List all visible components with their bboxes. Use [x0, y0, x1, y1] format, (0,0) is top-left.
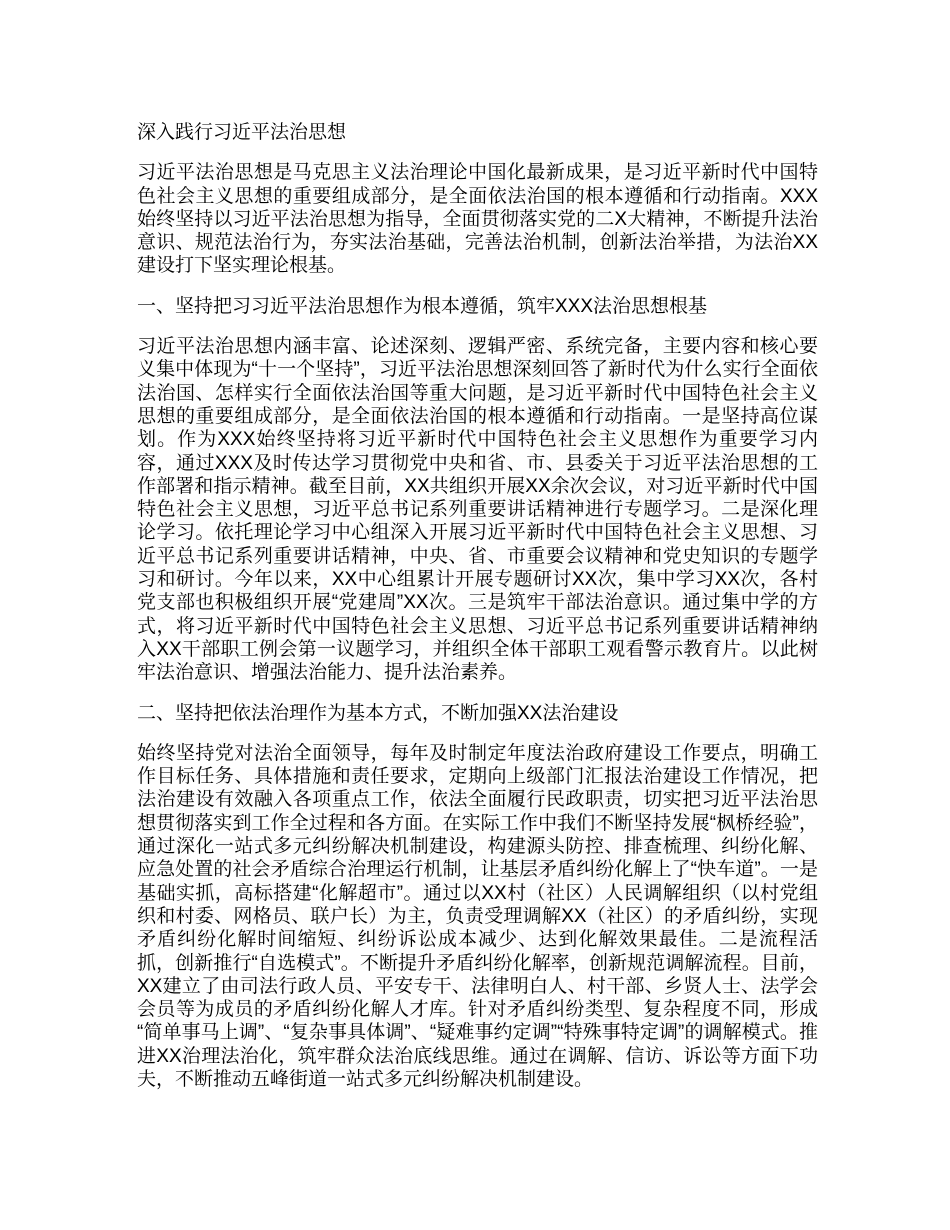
- section-1-heading: 一、坚持把习习近平法治思想作为根本遵循，筑牢XXX法治思想根基: [137, 295, 708, 317]
- document-page: [137, 121, 818, 1091]
- section-1-paragraph: 习近平法治思想内涵丰富、论述深刻、逻辑严密、系统完备，主要内容和核心要义集中体现为“十一个坚持”，习近平法治思想深刻回答了新时代为什么实行全面依法治国、怎样实行全面依法治国等重大问题，是习近平新时代中国特色社会主义思想的重要组成部分，是全面依法治国的根本遵循和行动指南。一是坚持高位谋划。作为XXX始终坚持将习近平新时代中国特色社会主义思想作为重要学习内容，通过XXX及时传达学习贯彻党中央和省、市、县委关于习近平法治思想的工作部署和指示精神。截至目前，XX共组织开展XX余次会议，对习近平新时代中国特色社会主义思想，习近平总书记系列重要讲话精神进行专题学习。二是深化理论学习。依托理论学习中心组深入开展习近平新时代中国特色社会主义思想、习近平总书记系列重要讲话精神，中央、省、市重要会议精神和党史知识的专题学习和研讨。今年以来，XX中心组累计开展专题研讨XX次，集中学习XX次，各村党支部也积极组织开展“党建周”XX次。三是筑牢干部法治意识。通过集中学的方式，将习近平新时代中国特色社会主义思想、习近平总书记系列重要讲话精神纳入XX干部职工例会第一议题学习，并组织全体干部职工观看警示教育片。以此树牢法治意识、增强法治能力、提升法治素养。: [137, 336, 818, 684]
- intro-paragraph: 习近平法治思想是马克思主义法治理论中国化最新成果，是习近平新时代中国特色社会主义思想的重要组成部分，是全面依法治国的根本遵循和行动指南。XXX始终坚持以习近平法治思想为指导，全面贯彻落实党的二X大精神，不断提升法治意识、规范法治行为，夯实法治基础，完善法治机制，创新法治举措，为法治XX建设打下坚实理论根基。: [137, 162, 818, 277]
- section-2-heading: 二、坚持把依法治理作为基本方式，不断加强XX法治建设: [137, 702, 619, 724]
- document-title: 深入践行习近平法治思想: [137, 122, 347, 143]
- section-2-paragraph: 始终坚持党对法治全面领导，每年及时制定年度法治政府建设工作要点，明确工作目标任务、具体措施和责任要求，定期向上级部门汇报法治建设工作情况，把法治建设有效融入各项重点工作，依法全面履行民政职责，切实把习近平法治思想贯彻落实到工作全过程和各方面。在实际工作中我们不断坚持发展“枫桥经验”，通过深化一站式多元纠纷解决机制建设，构建源头防控、排查梳理、纠纷化解、应急处置的社会矛盾综合治理运行机制，让基层矛盾纠纷化解上了“快车道”。一是基础实抓，高标搭建“化解超市”。通过以XX村（社区）人民调解组织（以村党组织和村委、网格员、联户长）为主，负责受理调解XX（社区）的矛盾纠纷，实现矛盾纠纷化解时间缩短、纠纷诉讼成本减少、达到化解效果最佳。二是流程活抓，创新推行“自选模式”。不断提升矛盾纠纷化解率，创新规范调解流程。目前，XX建立了由司法行政人员、平安专干、法律明白人、村干部、乡贤人士、法学会会员等为成员的矛盾纠纷化解人才库。针对矛盾纠纷类型、复杂程度不同，形成“简单事马上调”、“复杂事具体调”、“疑难事约定调”“特殊事特定调”的调解模式。推进XX治理法治化，筑牢群众法治底线思维。通过在调解、信访、诉讼等方面下功夫，不断推动五峰街道一站式多元纠纷解决机制建设。: [137, 742, 818, 1090]
